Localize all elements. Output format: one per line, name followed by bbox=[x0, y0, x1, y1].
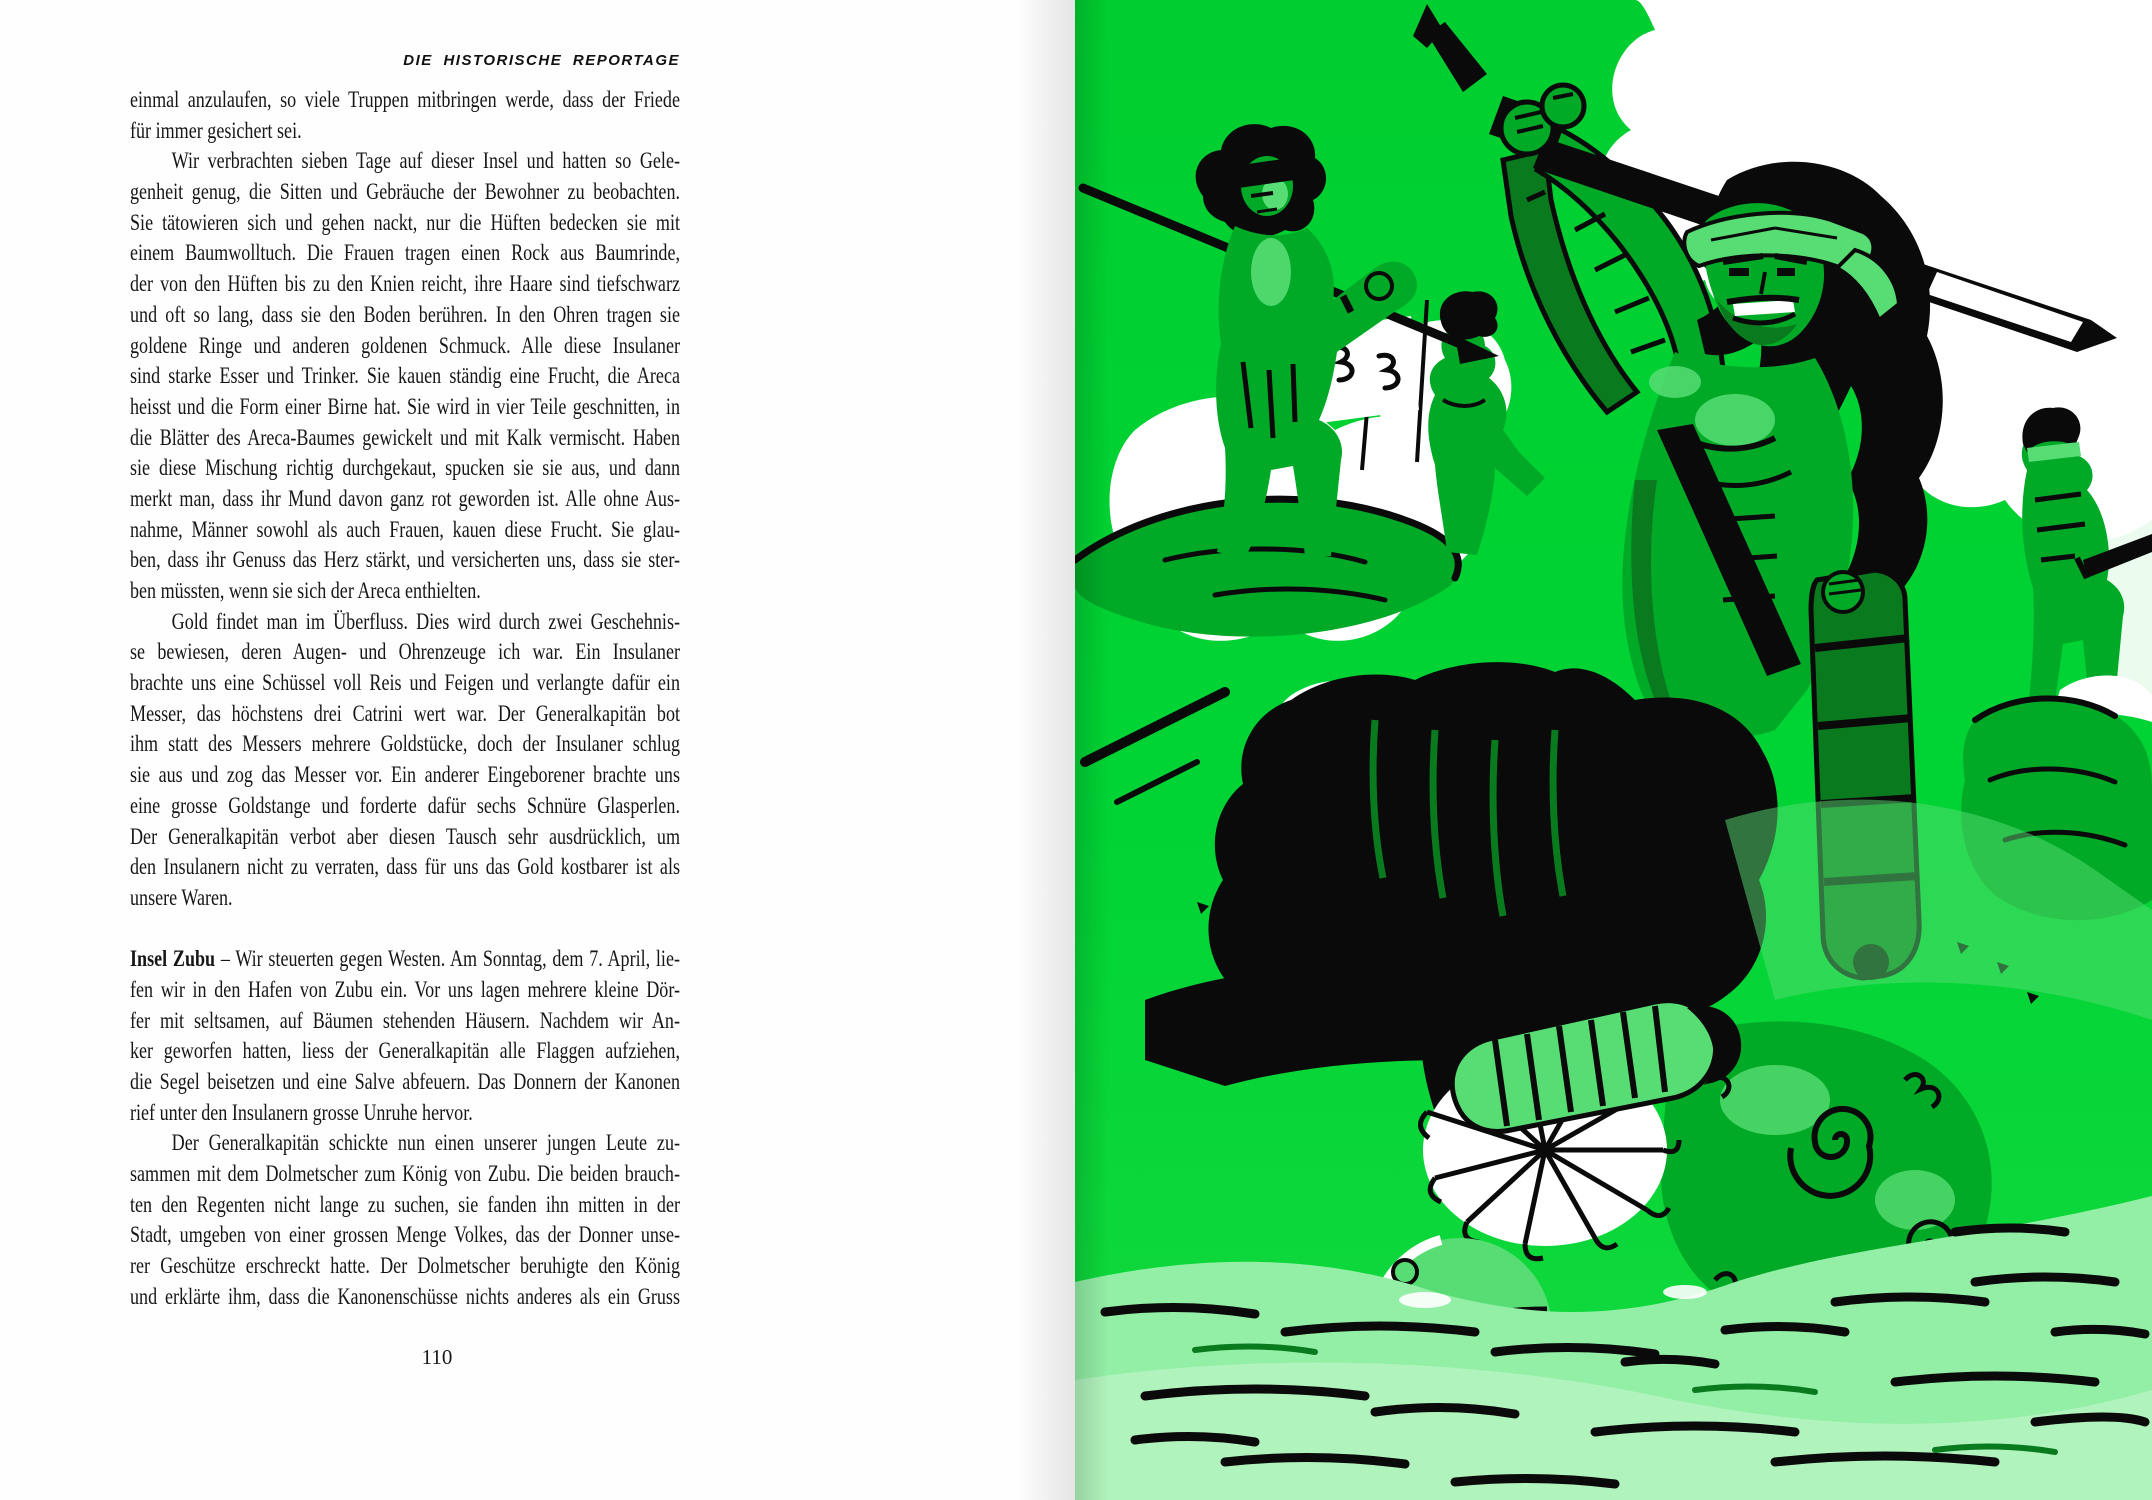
text-line: se bewiesen, deren Augen- und Ohrenzeuge ich war. Ein Insulaner bbox=[130, 639, 680, 665]
text-line: sie aus und zog das Messer vor. Ein anderer Eingeborener brachte uns bbox=[130, 762, 680, 788]
text-line: eine grosse Goldstange und forderte dafür sechs Schnüre Glasperlen. bbox=[130, 792, 680, 818]
background-figure-right bbox=[2022, 407, 2152, 700]
text-line: ben müssten, wenn sie sich der Areca enthielten. bbox=[130, 578, 481, 603]
text-line: fer mit seltsamen, auf Bäumen stehenden Häusern. Nachdem wir An- bbox=[130, 1007, 680, 1033]
text-line: ben, dass ihr Genuss das Herz stärkt, und versicherten uns, dass sie ster- bbox=[130, 547, 680, 573]
text-line: sammen mit dem Dolmetscher zum König von Zubu. Die beiden brauch- bbox=[130, 1161, 680, 1187]
text-line: Sie tätowieren sich und gehen nackt, nur die Hüften bedecken sie mit bbox=[130, 209, 680, 235]
text-line: genheit genug, die Sitten und Gebräuche der Bewohner zu beobachten. bbox=[130, 179, 680, 205]
text-line: Messer, das höchstens drei Catrini wert war. Der Generalkapitän bot bbox=[130, 700, 680, 726]
text-line: die Segel beisetzen und eine Salve abfeuern. Das Donnern der Kanonen bbox=[130, 1069, 680, 1094]
text-line: Der Generalkapitän schickte nun einen unserer jungen Leute zu- bbox=[171, 1130, 680, 1156]
text-line: sind starke Esser und Trinker. Sie kauen ständig eine Frucht, die Areca bbox=[130, 363, 680, 389]
illustration bbox=[1075, 0, 2152, 1500]
text-line: heisst und die Form einer Birne hat. Sie wird in vier Teile geschnitten, in bbox=[130, 393, 680, 419]
text-line: für immer gesichert sei. bbox=[130, 117, 302, 143]
text-line: der von den Hüften bis zu den Knien reicht, ihre Haare sind tiefschwarz bbox=[130, 271, 680, 297]
page-edge-shade bbox=[1075, 0, 1109, 1500]
text-line: die Blätter des Areca-Baumes gewickelt und mit Kalk vermischt. Haben bbox=[130, 424, 680, 450]
text-line: sie diese Mischung richtig durchgekaut, spucken sie sie aus, und dann bbox=[130, 455, 680, 481]
section-lead: Insel Zubu bbox=[130, 946, 216, 972]
text-line: Der Generalkapitän verbot aber diesen Tausch sehr ausdrücklich, um bbox=[130, 823, 680, 849]
gutter-shadow bbox=[1016, 0, 1076, 1500]
text-line: nahme, Männer sowohl als auch Frauen, kauen diese Frucht. Sie glau- bbox=[130, 516, 680, 542]
running-header: DIE HISTORISCHE REPORTAGE bbox=[403, 52, 680, 69]
text-line: rief unter den Insulanern grosse Unruhe hervor. bbox=[130, 1099, 473, 1125]
text-line: einem Baumwolltuch. Die Frauen tragen einen Rock aus Baumrinde, bbox=[130, 240, 680, 266]
text-line: Stadt, umgeben von einer grossen Menge Volkes, das der Donner unse- bbox=[130, 1222, 680, 1248]
text-line: und oft so lang, dass sie den Boden berühren. In den Ohren tragen sie bbox=[130, 301, 680, 327]
text-line: rer Geschütze erschreckt hatte. Der Dolmetscher beruhigte den König bbox=[130, 1253, 680, 1279]
page-number: 110 bbox=[421, 1345, 453, 1369]
text-line: ihm statt des Messers mehrere Goldstücke, doch der Insulaner schlug bbox=[130, 731, 680, 757]
text-line: den Insulanern nicht zu verraten, dass für uns das Gold kostbarer ist als bbox=[130, 854, 680, 880]
text-line: Insel Zubu – Wir steuerten gegen Westen. Am Sonntag, dem 7. April, lie- bbox=[130, 946, 680, 972]
text-line: und erklärte ihm, dass die Kanonenschüsse nichts anderes als ein Gruss bbox=[130, 1283, 680, 1309]
text-line: ker geworfen hatten, liess der Generalkapitän alle Flaggen aufziehen, bbox=[130, 1038, 680, 1064]
text-line: unsere Waren. bbox=[130, 884, 233, 910]
text-line: brachte uns eine Schüssel voll Reis und Feigen und verlangte dafür ein bbox=[130, 670, 680, 696]
body-text bbox=[130, 85, 680, 1313]
text-line: merkt man, dass ihr Mund davon ganz rot geworden ist. Alle ohne Aus- bbox=[130, 485, 680, 511]
text-line: Wir verbrachten sieben Tage auf dieser Insel und hatten so Gele- bbox=[171, 148, 680, 174]
text-line: goldene Ringe und anderen goldenen Schmuck. Alle diese Insulaner bbox=[130, 332, 680, 358]
right-page bbox=[1075, 0, 2152, 1500]
text-line: einmal anzulaufen, so viele Truppen mitbringen werde, dass der Friede bbox=[130, 87, 680, 112]
text-line: fen wir in den Hafen von Zubu ein. Vor uns lagen mehrere kleine Dör- bbox=[130, 976, 680, 1002]
text-line: Gold findet man im Überfluss. Dies wird durch zwei Geschehnis- bbox=[171, 608, 680, 634]
text-line: ten den Regenten nicht lange zu suchen, sie fanden ihn mitten in der bbox=[130, 1191, 680, 1217]
